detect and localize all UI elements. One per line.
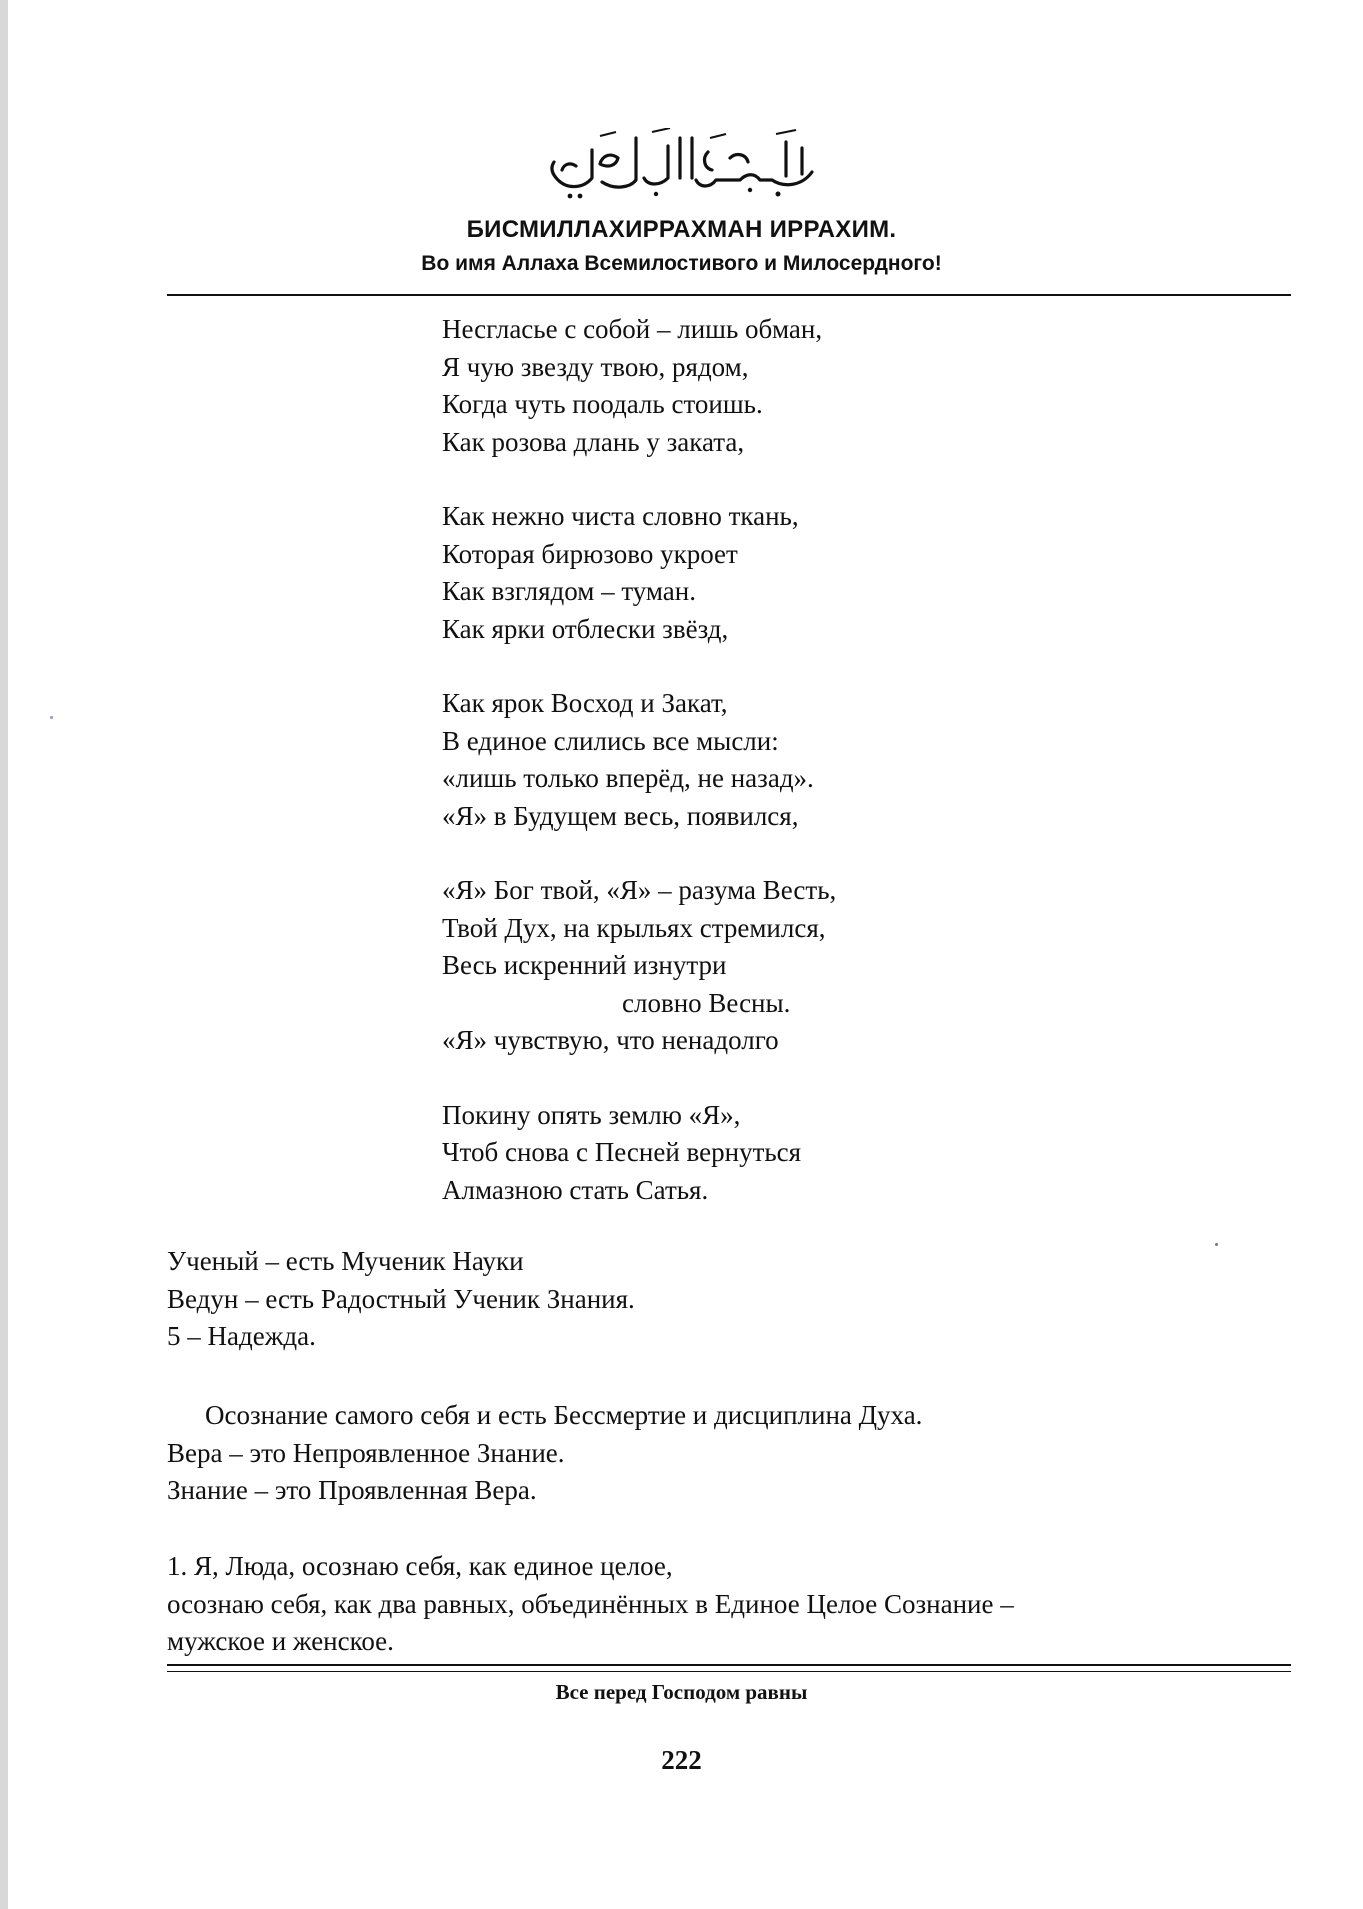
poem-line: «Я» Бог твой, «Я» – разума Весть, (442, 875, 837, 905)
poem-stanza (442, 872, 1202, 1060)
prose-line: Вера – это Непроявленное Знание. (167, 1437, 565, 1468)
poem-line: Весь искренний изнутри (442, 950, 727, 980)
prose-line: Ведун – есть Радостный Ученик Знания. (167, 1283, 635, 1314)
prose-block-self (167, 1548, 1297, 1661)
poem-stanza (442, 685, 1202, 835)
prose-line: 5 – Надежда. (167, 1321, 316, 1351)
poem-line: Как ярки отблески звёзд, (442, 613, 729, 644)
poem-line: Как взглядом – туман. (442, 576, 696, 606)
footer-divider (167, 1664, 1291, 1666)
page-number: 222 (661, 1745, 702, 1775)
header-divider (167, 294, 1291, 296)
prose-line: 1. Я, Люда, осознаю себя, как единое целое, (167, 1551, 673, 1581)
prose-line: мужское и женское. (167, 1626, 394, 1656)
poem-stanza (442, 1097, 1202, 1210)
poem-line: Несгласье с собой – лишь обман, (442, 314, 823, 344)
poem (442, 311, 1202, 1246)
poem-line: Чтоб снова с Песней вернуться (442, 1137, 802, 1167)
header-translation: Во имя Аллаха Всемилостивого и Милосердного! (421, 252, 942, 275)
poem-line: Когда чуть поодаль стоишь. (442, 389, 763, 419)
poem-line: В единое слились все мысли: (442, 725, 779, 756)
poem-stanza (442, 498, 1202, 648)
scan-speck (50, 716, 53, 719)
scan-speck (1215, 1243, 1218, 1246)
header-transliteration: БИСМИЛЛАХИРРАХМАН ИРРАХИМ. (466, 216, 897, 243)
prose-line: Ученый – есть Мученик Науки (167, 1246, 524, 1276)
scan-edge (0, 0, 8, 1909)
footer-divider-thin (167, 1671, 1291, 1672)
prose-block-awareness (167, 1397, 1297, 1510)
poem-line: Как ярок Восход и Закат, (442, 688, 728, 718)
prose-line: Осознание самого себя и есть Бессмертие и дисциплина Духа. (205, 1400, 923, 1430)
poem-line: Как розова длань у заката, (442, 426, 745, 457)
poem-stanza (442, 311, 1202, 461)
poem-line: «лишь только вперёд, не назад». (442, 763, 814, 793)
poem-line: Я чую звезду твою, рядом, (442, 351, 749, 382)
footer-motto: Все перед Господом равны (555, 1680, 808, 1704)
poem-line: Алмазною стать Сатья. (442, 1174, 709, 1205)
poem-line: «Я» чувствую, что ненадолго (442, 1025, 779, 1055)
poem-line: «Я» в Будущем весь, появился, (442, 800, 799, 831)
prose-line: осознаю себя, как два равных, объединённых в Единое Целое Сознание – (167, 1588, 1014, 1619)
prose-line: Знание – это Проявленная Вера. (167, 1475, 537, 1505)
prose-block-aphorisms (167, 1243, 1297, 1356)
poem-line: Твой Дух, на крыльях стремился, (442, 912, 826, 943)
poem-line: Покину опять землю «Я», (442, 1099, 741, 1130)
poem-line: Которая бирюзово укроет (442, 538, 738, 569)
poem-line: словно Весны. (622, 987, 791, 1018)
basmala-calligraphy (540, 128, 820, 210)
poem-line: Как нежно чиста словно ткань, (442, 501, 799, 531)
